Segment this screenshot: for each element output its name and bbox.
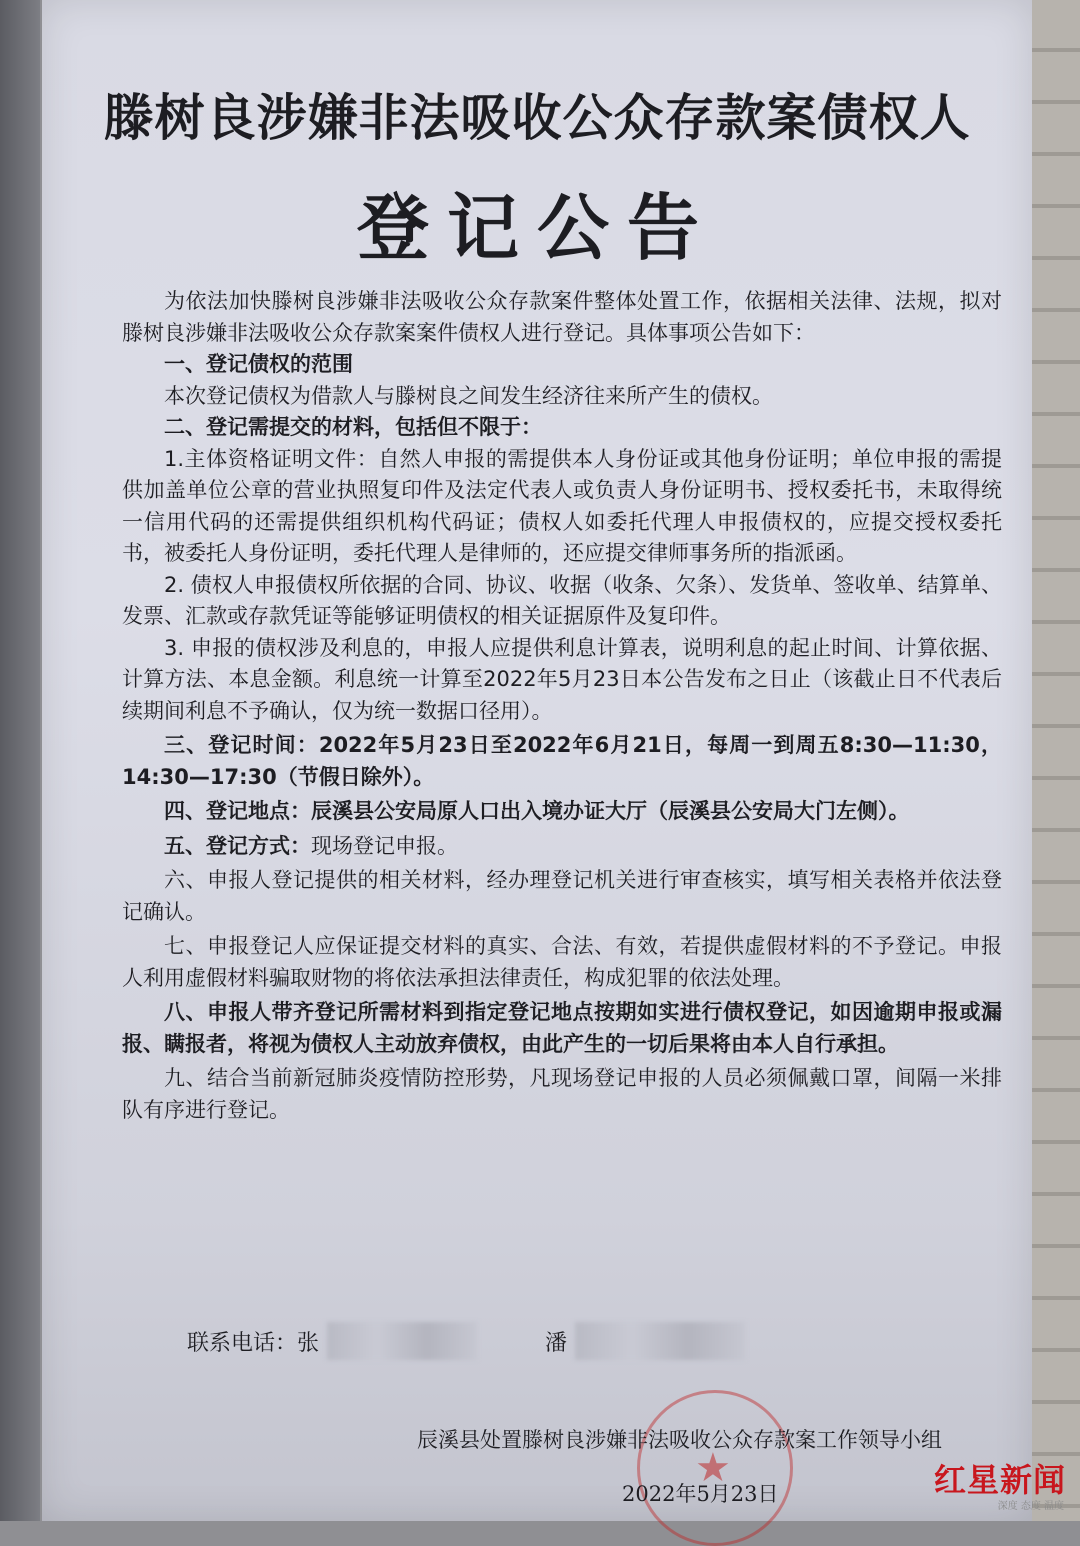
section-9-text: 九、结合当前新冠肺炎疫情防控形势，凡现场登记申报的人员必须佩戴口罩，间隔一米排队有序进行登记。 — [122, 1066, 1002, 1122]
seal-star-icon: ★ — [695, 1445, 731, 1491]
background-left-shadow — [0, 0, 40, 1521]
official-seal — [637, 1390, 793, 1546]
section-5-method — [122, 831, 1002, 863]
section-2-item-2: 2. 债权人申报债权所依据的合同、协议、收据（收条、欠条）、发货单、签收单、结算单、发票、汇款或存款凭证等能够证明债权的相关证据原件及复印件。 — [122, 572, 1002, 628]
contact-label: 联系电话：张 — [187, 1330, 320, 1356]
redacted-phone-2 — [575, 1322, 745, 1360]
contact-phone-line — [187, 1322, 753, 1360]
section-4-location: 四、登记地点：辰溪县公安局原人口出入境办证大厅（辰溪县公安局大门左侧）。 — [164, 799, 910, 823]
redacted-phone-1 — [327, 1322, 477, 1360]
issuer-name: 辰溪县处置滕树良涉嫌非法吸收公众存款案工作领导小组 — [417, 1428, 942, 1452]
notice-title-line1: 滕树良涉嫌非法吸收公众存款案债权人 — [103, 88, 971, 147]
notice-body — [122, 286, 1002, 1126]
section-6-text: 六、申报人登记提供的相关材料，经办理登记机关进行审查核实，填写相关表格并依法登记确认。 — [122, 868, 1002, 924]
section-2-heading: 二、登记需提交的材料，包括但不限于： — [164, 415, 542, 439]
issue-date: 2022年5月23日 — [622, 1482, 779, 1506]
section-7-text: 七、申报登记人应保证提交材料的真实、合法、有效，若提供虚假材料的不予登记。申报人利用虚假材料骗取财物的将依法承担法律责任，构成犯罪的依法处理。 — [122, 934, 1002, 990]
notice-paper — [42, 0, 1032, 1521]
notice-intro: 为依法加快滕树良涉嫌非法吸收公众存款案件整体处置工作，依据相关法律、法规，拟对滕树良涉嫌非法吸收公众存款案案件债权人进行登记。具体事项公告如下： — [122, 289, 1002, 345]
section-2-item-3: 3. 申报的债权涉及利息的，申报人应提供利息计算表，说明利息的起止时间、计算依据、计算方法、本息金额。利息统一计算至2022年5月23日本公告发布之日止（该截止日不代表后续期间利息不予确认，仅为统一数据口径用）。 — [122, 635, 1002, 723]
contact-second-name: 潘 — [545, 1330, 568, 1356]
section-2-item-1: 1.主体资格证明文件：自然人申报的需提供本人身份证或其他身份证明；单位申报的需提供加盖单位公章的营业执照复印件及法定代表人或负责人身份证明书、授权委托书，未取得统一信用代码的还需提供组织机构代码证；债权人如委托代理人申报债权的，应提交授权委托书，被委托人身份证明，委托代理人是律师的，还应提交律师事务所的指派函。 — [122, 446, 1002, 565]
section-1-heading: 一、登记债权的范围 — [164, 352, 353, 376]
section-5-heading: 五、登记方式： — [164, 833, 311, 858]
watermark-logo: 红星新闻 — [933, 1461, 1066, 1499]
section-5-text: 现场登记申报。 — [311, 833, 458, 858]
watermark-tagline: 深度 态度 温度 — [997, 1501, 1064, 1512]
section-1-text: 本次登记债权为借款人与滕树良之间发生经济往来所产生的债权。 — [164, 383, 773, 408]
section-8-text: 八、申报人带齐登记所需材料到指定登记地点按期如实进行债权登记，如因逾期申报或漏报、瞒报者，将视为债权人主动放弃债权，由此产生的一切后果将由本人自行承担。 — [122, 1000, 1002, 1056]
section-3-time: 三、登记时间：2022年5月23日至2022年6月21日，每周一到周五8:30—11:30，14:30—17:30（节假日除外）。 — [122, 733, 1002, 789]
notice-title-line2: 登记公告 — [356, 186, 717, 270]
